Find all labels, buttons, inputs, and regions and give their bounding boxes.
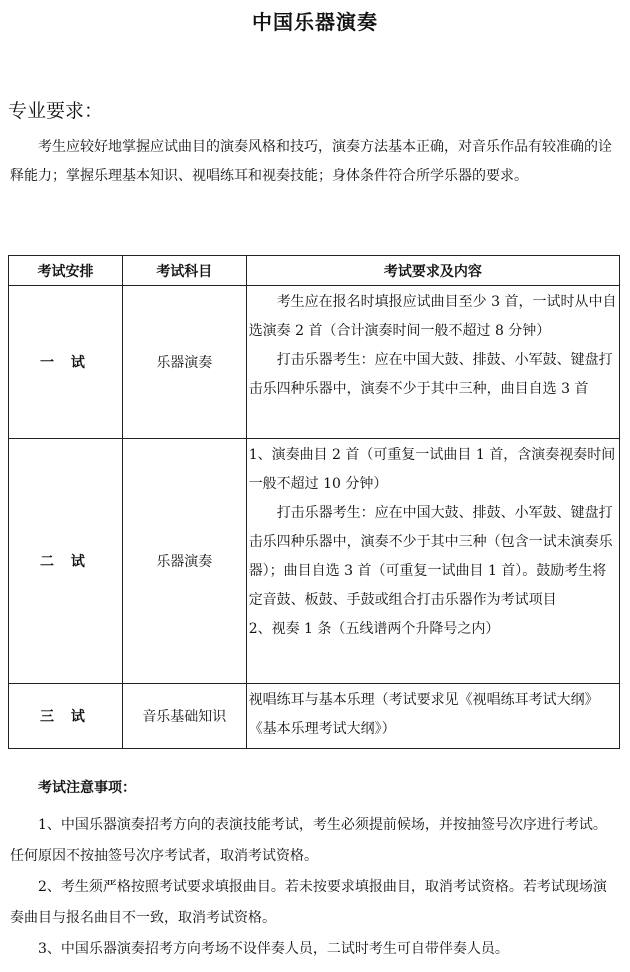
notes-title: 考试注意事项： — [38, 780, 136, 796]
header-schedule: 考试安排 — [9, 256, 123, 286]
subject-label: 音乐基础知识 — [122, 684, 246, 749]
round-label: 二 试 — [9, 439, 123, 684]
requirement-text: 1、演奏曲目 2 首（可重复一试曲目 1 首，含演奏视奏时间一般不超过 10 分钟） — [248, 447, 616, 492]
round-label: 一 试 — [9, 286, 123, 439]
intro-paragraph: 考生应较好地掌握应试曲目的演奏风格和技巧，演奏方法基本正确，对音乐作品有较准确的诠释能力；掌握乐理基本知识、视唱练耳和视奏技能；身体条件符合所学乐器的要求。 — [10, 139, 612, 184]
requirement-cell — [246, 684, 619, 749]
requirement-text: 2、视奏 1 条（五线谱两个升降号之内） — [248, 621, 500, 637]
requirement-text: 视唱练耳与基本乐理（考试要求见《视唱练耳考试大纲》《基本乐理考试大纲》） — [248, 692, 599, 737]
table-header-row — [9, 256, 620, 286]
header-subject: 考试科目 — [122, 256, 246, 286]
table-row — [9, 439, 620, 684]
requirement-text: 打击乐器考生：应在中国大鼓、排鼓、小军鼓、键盘打击乐四种乐器中，演奏不少于其中三种，曲目自选 3 首 — [248, 352, 613, 397]
note-item: 1、中国乐器演奏招考方向的表演技能考试，考生必须提前候场，并按抽签号次序进行考试。任何原因不按抽签号次序考试者，取消考试资格。 — [10, 817, 607, 864]
notes-list — [10, 810, 618, 965]
requirement-text: 考生应在报名时填报应试曲目至少 3 首，一试时从中自选演奏 2 首（合计演奏时间一般不超过 8 分钟） — [248, 294, 617, 339]
page-title: 中国乐器演奏 — [252, 10, 378, 34]
note-item: 3、中国乐器演奏招考方向考场不设伴奏人员，二试时考生可自带伴奏人员。 — [38, 941, 509, 957]
table-row — [9, 684, 620, 749]
note-item: 2、考生须严格按照考试要求填报曲目。若未按要求填报曲目，取消考试资格。若考试现场演奏曲目与报名曲目不一致，取消考试资格。 — [10, 879, 607, 926]
requirement-text: 打击乐器考生：应在中国大鼓、排鼓、小军鼓、键盘打击乐四种乐器中，演奏不少于其中三种（包含一试未演奏乐器）；曲目自选 3 首（可重复一试曲目 1 首）。鼓励考生将定音鼓、板鼓、手鼓或组合打击乐器作为考试项目 — [248, 505, 613, 608]
requirement-cell — [246, 286, 619, 439]
table-row — [9, 286, 620, 439]
subject-label: 乐器演奏 — [122, 439, 246, 684]
exam-table — [8, 255, 620, 749]
section-heading: 专业要求： — [8, 100, 104, 122]
requirement-cell — [246, 439, 619, 684]
header-requirements: 考试要求及内容 — [246, 256, 619, 286]
round-label: 三 试 — [9, 684, 123, 749]
subject-label: 乐器演奏 — [122, 286, 246, 439]
